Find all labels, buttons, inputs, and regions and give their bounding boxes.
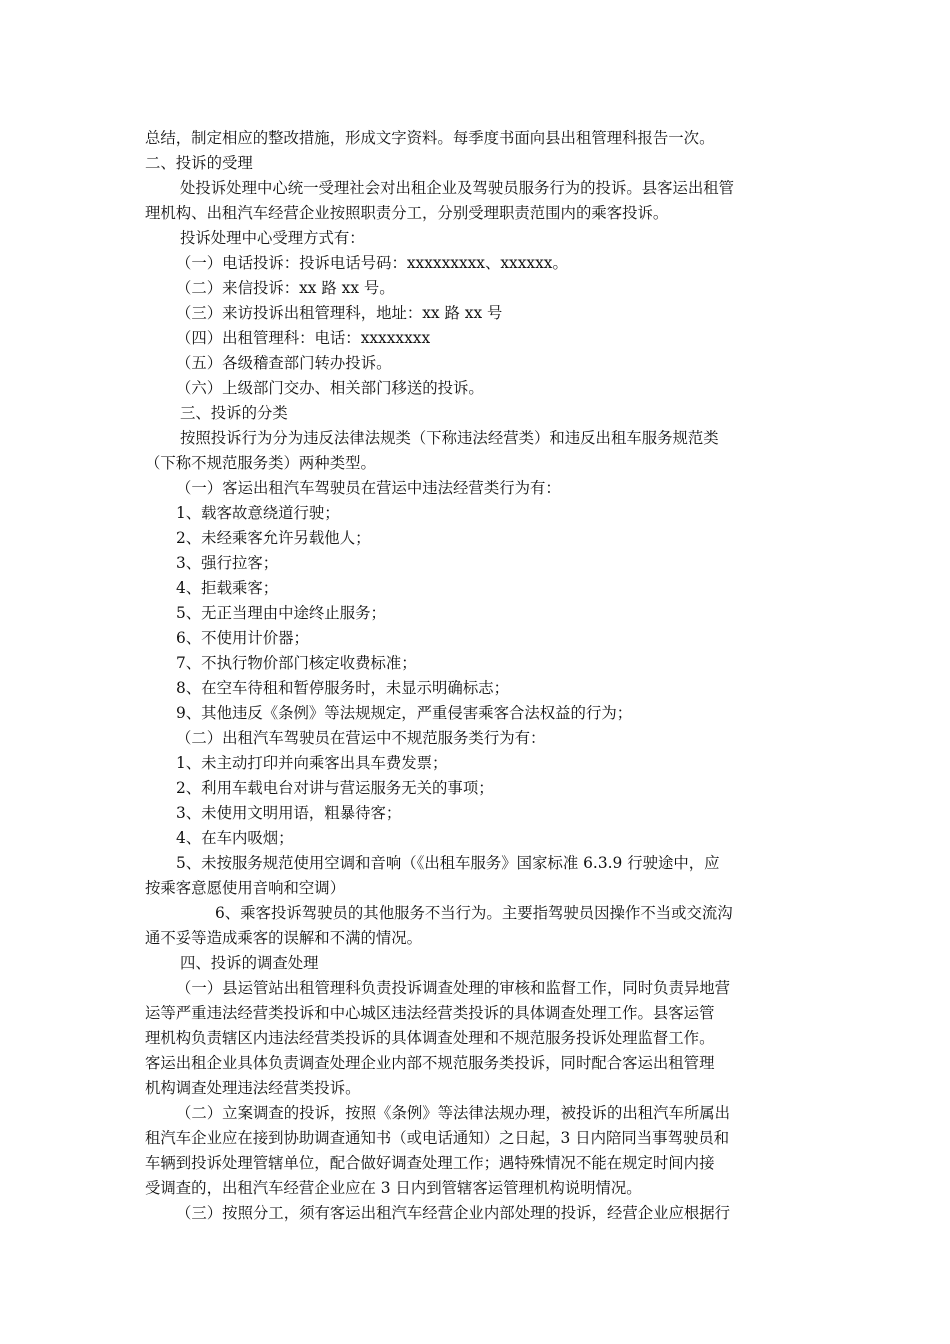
- text-line: 总结，制定相应的整改措施，形成文字资料。每季度书面向县出租管理科报告一次。: [145, 129, 715, 147]
- text-line: （下称不规范服务类）两种类型。: [145, 454, 376, 472]
- list-item: （四）出租管理科：电话：xxxxxxxx: [176, 329, 431, 347]
- list-item: 4、在车内吸烟；: [176, 829, 294, 847]
- list-item: （五）各级稽查部门转办投诉。: [176, 354, 392, 372]
- text-line: 租汽车企业应在接到协助调查通知书（或电话通知）之日起，3 日内陪同当事驾驶员和: [145, 1129, 730, 1147]
- text-line: （三）按照分工，须有客运出租汽车经营企业内部处理的投诉，经营企业应根据行: [176, 1204, 731, 1222]
- section-heading: 二、投诉的受理: [145, 154, 253, 172]
- list-item: 7、不执行物价部门核定收费标准；: [176, 654, 417, 672]
- section-heading: 三、投诉的分类: [180, 404, 288, 422]
- text-line: 运等严重违法经营类投诉和中心城区违法经营类投诉的具体调查处理工作。县客运管: [145, 1004, 715, 1022]
- text-line: 理机构、出租汽车经营企业按照职责分工，分别受理职责范围内的乘客投诉。: [145, 204, 669, 222]
- list-item: 6、不使用计价器；: [176, 629, 309, 647]
- text-line: （二）立案调查的投诉，按照《条例》等法律法规办理，被投诉的出租汽车所属出: [176, 1104, 731, 1122]
- list-item: （六）上级部门交办、相关部门移送的投诉。: [176, 379, 484, 397]
- list-item: 3、强行拉客；: [176, 554, 279, 572]
- list-item: （三）来访投诉出租管理科，地址：xx 路 xx 号: [176, 304, 503, 322]
- text-line: 理机构负责辖区内违法经营类投诉的具体调查处理和不规范服务投诉处理监督工作。: [145, 1029, 715, 1047]
- list-item: 3、未使用文明用语，粗暴待客；: [176, 804, 402, 822]
- list-item: 5、无正当理由中途终止服务；: [176, 604, 386, 622]
- list-item: 1、未主动打印并向乘客出具车费发票；: [176, 754, 448, 772]
- text-line: 按照投诉行为分为违反法律法规类（下称违法经营类）和违反出租车服务规范类: [180, 429, 719, 447]
- list-item: 4、拒载乘客；: [176, 579, 279, 597]
- section-heading: 四、投诉的调查处理: [180, 954, 319, 972]
- text-line: 通不妥等造成乘客的误解和不满的情况。: [145, 929, 423, 947]
- list-item: 9、其他违反《条例》等法规规定，严重侵害乘客合法权益的行为；: [176, 704, 633, 722]
- text-line: （一）县运管站出租管理科负责投诉调查处理的审核和监督工作，同时负责异地营: [176, 979, 731, 997]
- text-line: 处投诉处理中心统一受理社会对出租企业及驾驶员服务行为的投诉。县客运出租管: [180, 179, 735, 197]
- text-line: 客运出租企业具体负责调查处理企业内部不规范服务类投诉，同时配合客运出租管理: [145, 1054, 715, 1072]
- list-item: 8、在空车待租和暂停服务时，未显示明确标志；: [176, 679, 509, 697]
- list-item: 2、利用车载电台对讲与营运服务无关的事项；: [176, 779, 494, 797]
- subsection-heading: （二）出租汽车驾驶员在营运中不规范服务类行为有：: [176, 729, 546, 747]
- list-item: （二）来信投诉：xx 路 xx 号。: [176, 279, 395, 297]
- list-item: （一）电话投诉：投诉电话号码：xxxxxxxxx、xxxxxx。: [176, 254, 568, 272]
- list-item: 1、载客故意绕道行驶；: [176, 504, 340, 522]
- text-line: 受调查的，出租汽车经营企业应在 3 日内到管辖客运管理机构说明情况。: [145, 1179, 642, 1197]
- text-line: 投诉处理中心受理方式有：: [180, 229, 365, 247]
- subsection-heading: （一）客运出租汽车驾驶员在营运中违法经营类行为有：: [176, 479, 561, 497]
- list-item: 2、未经乘客允许另载他人；: [176, 529, 371, 547]
- list-item: 6、乘客投诉驾驶员的其他服务不当行为。主要指驾驶员因操作不当或交流沟: [215, 904, 733, 922]
- list-item: 5、未按服务规范使用空调和音响（《出租车服务》国家标准 6.3.9 行驶途中，应: [176, 854, 720, 872]
- text-line: 机构调查处理违法经营类投诉。: [145, 1079, 361, 1097]
- text-line: 按乘客意愿使用音响和空调）: [145, 879, 346, 897]
- text-line: 车辆到投诉处理管辖单位，配合做好调查处理工作；遇特殊情况不能在规定时间内接: [145, 1154, 715, 1172]
